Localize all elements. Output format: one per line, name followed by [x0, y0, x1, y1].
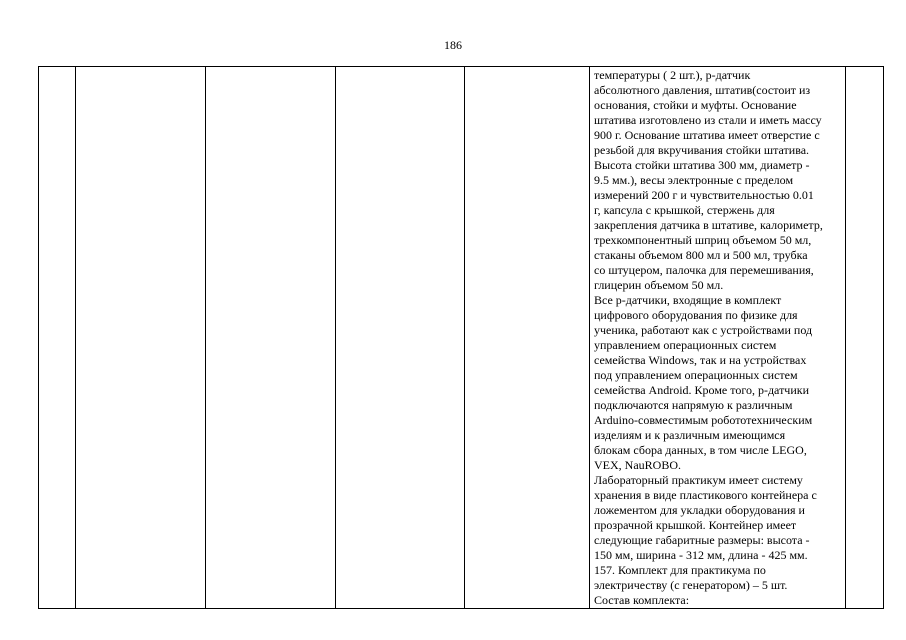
description-line: ученика, работают как с устройствами под [594, 323, 813, 337]
description-line: VEX, NauROBO. [594, 458, 681, 472]
description-line: блокам сбора данных, в том числе LEGO, [594, 443, 807, 457]
description-line: управлением операционных систем [594, 338, 777, 352]
description-line: глицерин объемом 50 мл. [594, 278, 724, 292]
description-line: абсолютного давления, штатив(состоит из [594, 83, 811, 97]
specification-table [38, 66, 884, 609]
page-number: 186 [444, 38, 462, 52]
description-line: температуры ( 2 шт.), р-датчик [594, 68, 751, 82]
description-line: электричеству (с генератором) – 5 шт. [594, 578, 788, 592]
description-line: со штуцером, палочка для перемешивания, [594, 263, 814, 277]
description-line: 150 мм, ширина - 312 мм, длина - 425 мм. [594, 548, 808, 562]
description-line: Высота стойки штатива 300 мм, диаметр - [594, 158, 810, 172]
description-line: резьбой для вкручивания стойки штатива. [594, 143, 810, 157]
description-line: измерений 200 г и чувствительностью 0.01 [594, 188, 814, 202]
table-row [39, 67, 884, 609]
description-line: 157. Комплект для практикума по [594, 563, 766, 577]
description-cell [590, 67, 846, 609]
last-column-cell [846, 67, 884, 609]
description-line: 900 г. Основание штатива имеет отверстие с [594, 128, 820, 142]
column-5-cell [465, 67, 590, 609]
description-line: г, капсула с крышкой, стержень для [594, 203, 775, 217]
item-name-cell [76, 67, 206, 609]
description-line: Лабораторный практикум имеет систему [594, 473, 803, 487]
row-number-cell [39, 67, 76, 609]
description-line: штатива изготовлено из стали и иметь массу [594, 113, 822, 127]
description-line: следующие габаритные размеры: высота - [594, 533, 810, 547]
description-line: семейства Windows, так и на устройствах [594, 353, 807, 367]
description-line: прозрачной крышкой. Контейнер имеет [594, 518, 797, 532]
description-line: хранения в виде пластикового контейнера с [594, 488, 817, 502]
description-line: закрепления датчика в штативе, калориметр, [594, 218, 823, 232]
description-line: 9.5 мм.), весы электронные с пределом [594, 173, 794, 187]
description-line: Arduino-совместимым робототехническим [594, 413, 813, 427]
description-line: под управлением операционных систем [594, 368, 798, 382]
description-line: Состав комплекта: [594, 593, 690, 607]
description-line: изделиям и к различным имеющимся [594, 428, 786, 442]
description-text [594, 68, 841, 608]
description-line: подключаются напрямую к различным [594, 398, 793, 412]
description-line: трехкомпонентный шприц объемом 50 мл, [594, 233, 812, 247]
description-line: цифрового оборудования по физике для [594, 308, 798, 322]
description-line: стаканы объемом 800 мл и 500 мл, трубка [594, 248, 808, 262]
description-line: ложементом для укладки оборудования и [594, 503, 805, 517]
description-line: семейства Android. Кроме того, р-датчики [594, 383, 810, 397]
description-line: основания, стойки и муфты. Основание [594, 98, 797, 112]
column-4-cell [336, 67, 465, 609]
column-3-cell [206, 67, 336, 609]
description-line: Все р-датчики, входящие в комплект [594, 293, 782, 307]
